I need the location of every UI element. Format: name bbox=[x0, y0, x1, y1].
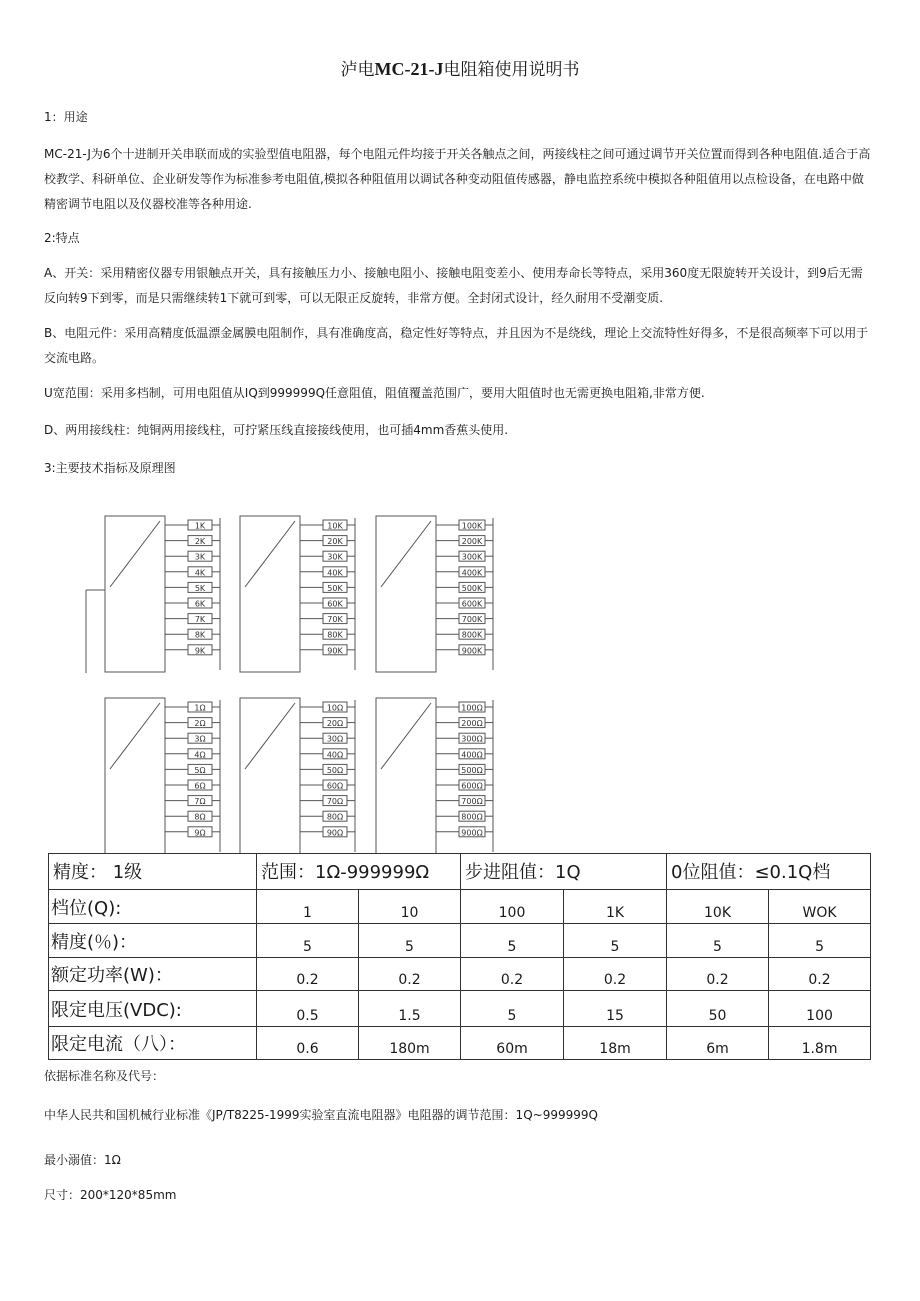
resistor-label: 3K bbox=[194, 552, 206, 562]
resistor-label: 100Ω bbox=[461, 703, 483, 713]
resistor-label: 90K bbox=[327, 646, 343, 656]
resistor-label: 80K bbox=[327, 630, 343, 640]
feature-a: A、开关：采用精密仪器专用银触点开关，具有接触压力小、接触电阻小、接触电阻变差小、使用寿命长等特点，采用360度无限旋转开关设计，到9后无需反向转9下到零，而是只需继续转1下就可到零，可以无限正反旋转，非常方便。全封闭式设计，经久耐用不受潮变质. bbox=[44, 266, 863, 305]
spec-row-accuracy bbox=[49, 924, 871, 958]
resistor-label: 30Ω bbox=[326, 734, 344, 744]
spec-cell: 5 bbox=[769, 924, 871, 958]
spec-row-label: 限定电压(VDC): bbox=[49, 991, 257, 1027]
resistor-label: 9K bbox=[194, 646, 206, 656]
dimensions: 尺寸：200*120*85mm bbox=[44, 1188, 177, 1202]
switch-wiper bbox=[245, 703, 295, 769]
resistor-label: 80Ω bbox=[326, 812, 344, 822]
resistor-label: 900K bbox=[461, 646, 483, 656]
spec-cell: 1.8m bbox=[769, 1027, 871, 1060]
resistor-label: 8Ω bbox=[194, 812, 206, 822]
switch-wiper bbox=[381, 521, 431, 587]
accuracy-class: 精度： 1级 bbox=[49, 854, 257, 890]
resistor-label: 70Ω bbox=[326, 797, 344, 807]
spec-cell: 10 bbox=[359, 890, 461, 924]
spec-cell: 100 bbox=[769, 991, 871, 1027]
resistor-label: 500Ω bbox=[461, 765, 483, 775]
spec-cell: 5 bbox=[461, 991, 564, 1027]
resistor-label: 5K bbox=[194, 583, 206, 593]
spec-cell: 15 bbox=[564, 991, 667, 1027]
switch-box bbox=[240, 516, 300, 672]
spec-cell: 0.2 bbox=[359, 958, 461, 991]
resistor-label: 700Ω bbox=[461, 797, 483, 807]
resistor-label: 800K bbox=[461, 630, 483, 640]
title-prefix: 泸电 bbox=[340, 60, 375, 80]
resistor-label: 40Ω bbox=[326, 750, 344, 760]
spec-row-label: 额定功率(W)： bbox=[49, 958, 257, 991]
spec-cell: 100 bbox=[461, 890, 564, 924]
spec-cell: 0.2 bbox=[257, 958, 359, 991]
resistor-label: 5Ω bbox=[194, 765, 206, 775]
spec-row-label: 限定电流（八）： bbox=[49, 1027, 257, 1060]
resistor-label: 40K bbox=[327, 568, 343, 578]
resistor-label: 30K bbox=[327, 552, 343, 562]
resistor-label: 700K bbox=[461, 615, 483, 625]
title-suffix: 电阻箱使用说明书 bbox=[443, 60, 580, 80]
resistor-label: 4K bbox=[194, 568, 206, 578]
standard-heading: 依据标准名称及代号： bbox=[44, 1069, 165, 1083]
resistor-label: 7K bbox=[194, 615, 206, 625]
spec-cell: 0.2 bbox=[564, 958, 667, 991]
resistor-label: 3Ω bbox=[194, 734, 206, 744]
resistor-label: 500K bbox=[461, 583, 483, 593]
spec-cell: 1 bbox=[257, 890, 359, 924]
section-1-body: MC-21-J为6个十进制开关串联而成的实验型值电阻器，每个电阻元件均接于开关各触点之间，两接线柱之间可通过调节开关位置而得到各种电阻值.适合于高校教学、科研单位、企业研发等作为标准参考电阻值,模拟各种阻值用以调试各种变动阻值传感器，静电监控系统中模拟各种阻值用以点检设备，在电路中做精密调节电阻以及仪器校准等各种用途. bbox=[44, 147, 871, 211]
switch-box bbox=[240, 698, 300, 853]
spec-cell: 10K bbox=[667, 890, 769, 924]
range-cell: 范围：1Ω-999999Ω bbox=[257, 854, 461, 890]
schematic-diagram bbox=[80, 508, 520, 853]
spec-cell: 0.2 bbox=[667, 958, 769, 991]
switch-box bbox=[105, 516, 165, 672]
feature-d: D、两用接线柱：纯铜两用接线柱，可拧紧压线直接接线使用，也可插4mm香蕉头使用. bbox=[44, 423, 509, 437]
resistor-label: 8K bbox=[194, 630, 206, 640]
resistor-label: 600K bbox=[461, 599, 483, 609]
title-model: MC-21-J bbox=[374, 59, 444, 79]
resistor-label: 70K bbox=[327, 615, 343, 625]
section-1-heading: 1：用途 bbox=[44, 110, 88, 124]
spec-cell: 0.6 bbox=[257, 1027, 359, 1060]
resistor-label: 2K bbox=[194, 537, 206, 547]
resistor-label: 20K bbox=[327, 537, 343, 547]
spec-cell: 0.2 bbox=[461, 958, 564, 991]
switch-wiper bbox=[110, 521, 160, 587]
resistor-label: 800Ω bbox=[461, 812, 483, 822]
spec-row-voltage bbox=[49, 991, 871, 1027]
spec-cell: 180m bbox=[359, 1027, 461, 1060]
spec-cell: 5 bbox=[564, 924, 667, 958]
feature-c: U宽范围：采用多档制，可用电阻值从IQ到999999Q任意阻值，阻值覆盖范围广，要用大阻值时也无需更换电阻箱,非常方便. bbox=[44, 386, 705, 400]
resistor-label: 200Ω bbox=[461, 719, 483, 729]
resistor-label: 20Ω bbox=[326, 719, 344, 729]
resistor-label: 300K bbox=[461, 552, 483, 562]
spec-row-label: 档位(Q): bbox=[49, 890, 257, 924]
spec-cell: 1.5 bbox=[359, 991, 461, 1027]
resistor-label: 400K bbox=[461, 568, 483, 578]
resistor-label: 9Ω bbox=[194, 828, 206, 838]
switch-box bbox=[376, 698, 436, 853]
resistor-label: 6Ω bbox=[194, 781, 206, 791]
switch-wiper bbox=[381, 703, 431, 769]
spec-row-power bbox=[49, 958, 871, 991]
spec-cell: 6m bbox=[667, 1027, 769, 1060]
resistor-label: 6K bbox=[194, 599, 206, 609]
resistor-label: 2Ω bbox=[194, 719, 206, 729]
spec-row-current bbox=[49, 1027, 871, 1060]
section-3-heading: 3:主要技术指标及原理图 bbox=[44, 461, 176, 475]
switch-box bbox=[376, 516, 436, 672]
resistor-label: 60K bbox=[327, 599, 343, 609]
standard-body: 中华人民共和国机械行业标准《JP/T8225-1999实验室直流电阻器》电阻器的调节范围：1Q~999999Q bbox=[44, 1108, 598, 1122]
resistor-label: 60Ω bbox=[326, 781, 344, 791]
spec-cell: 60m bbox=[461, 1027, 564, 1060]
switch-wiper bbox=[245, 521, 295, 587]
resistor-label: 7Ω bbox=[194, 797, 206, 807]
spec-cell: 50 bbox=[667, 991, 769, 1027]
resistor-label: 1K bbox=[194, 521, 206, 531]
resistor-label: 4Ω bbox=[194, 750, 206, 760]
resistor-label: 600Ω bbox=[461, 781, 483, 791]
section-2-heading: 2:特点 bbox=[44, 231, 80, 245]
spec-cell: 0.2 bbox=[769, 958, 871, 991]
spec-cell: 18m bbox=[564, 1027, 667, 1060]
spec-cell: 5 bbox=[359, 924, 461, 958]
resistor-label: 400Ω bbox=[461, 750, 483, 760]
spec-cell: 5 bbox=[461, 924, 564, 958]
spec-row-range bbox=[49, 890, 871, 924]
spec-cell: WOK bbox=[769, 890, 871, 924]
spec-cell: 5 bbox=[257, 924, 359, 958]
feature-b: B、电阻元件：采用高精度低温漂金属膜电阻制作，具有准确度高，稳定性好等特点，并且因为不是绕线，理论上交流特性好得多，不是很高频率下可以用于交流电路。 bbox=[44, 326, 869, 365]
resistor-label: 50K bbox=[327, 583, 343, 593]
min-step-value: 最小溺值：1Ω bbox=[44, 1153, 121, 1167]
resistor-label: 300Ω bbox=[461, 734, 483, 744]
spec-row-label: 精度(％)： bbox=[49, 924, 257, 958]
resistor-label: 100K bbox=[461, 521, 483, 531]
zero-resistance-cell: 0位阻值：≤0.1Q档 bbox=[667, 854, 871, 890]
step-cell: 步进阻值：1Q bbox=[461, 854, 667, 890]
resistor-label: 90Ω bbox=[326, 828, 344, 838]
resistor-label: 10K bbox=[327, 521, 343, 531]
resistor-label: 50Ω bbox=[326, 765, 344, 775]
switch-box bbox=[105, 698, 165, 853]
spec-cell: 5 bbox=[667, 924, 769, 958]
resistor-label: 900Ω bbox=[461, 828, 483, 838]
resistor-label: 10Ω bbox=[326, 703, 344, 713]
spec-cell: 1K bbox=[564, 890, 667, 924]
spec-cell: 0.5 bbox=[257, 991, 359, 1027]
switch-wiper bbox=[110, 703, 160, 769]
resistor-label: 200K bbox=[461, 537, 483, 547]
resistor-label: 1Ω bbox=[194, 703, 206, 713]
spec-table bbox=[48, 853, 871, 1060]
document-title bbox=[0, 55, 920, 80]
spec-header-row bbox=[49, 854, 871, 890]
